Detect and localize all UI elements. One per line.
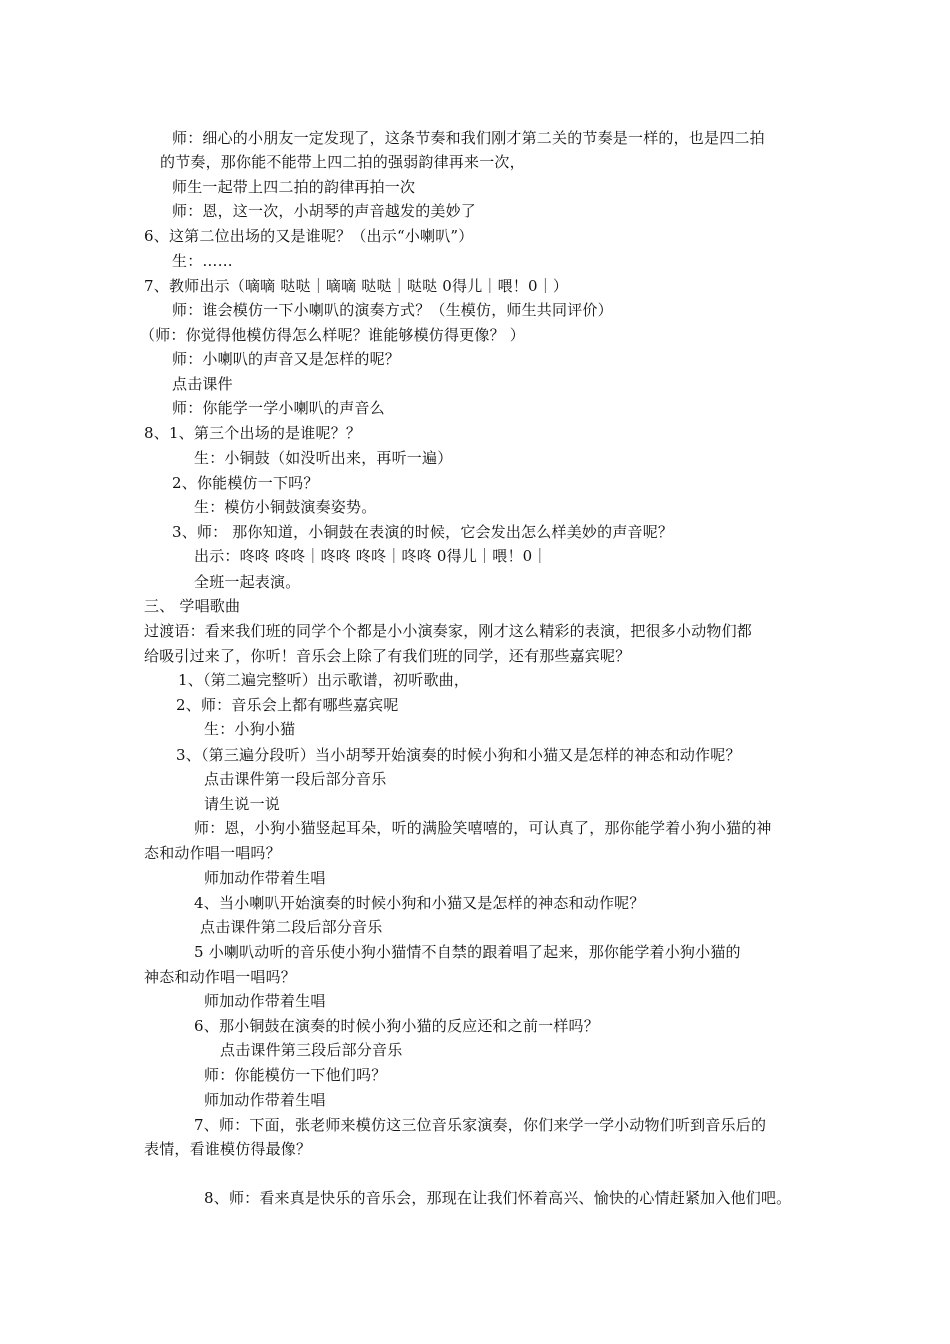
text-line: （师：你觉得他模仿得怎么样呢？谁能够模仿得更像？ ）	[140, 326, 525, 344]
text-line: 师：恩，这一次，小胡琴的声音越发的美妙了	[172, 202, 477, 220]
text-line: 7、教师出示（嘀嘀 哒哒｜嘀嘀 哒哒｜哒哒 0得儿｜喂！0｜）	[144, 277, 569, 295]
text-line: 3、师： 那你知道，小铜鼓在表演的时候，它会发出怎么样美妙的声音呢？	[172, 523, 674, 541]
section-heading: 三、 学唱歌曲	[144, 597, 241, 615]
text-line: 点击课件	[172, 375, 233, 393]
text-line: 过渡语：看来我们班的同学个个都是小小演奏家，刚才这么精彩的表演，把很多小动物们都	[144, 622, 753, 640]
text-line: 表情，看谁模仿得最像？	[144, 1140, 312, 1158]
text-line: 4、当小喇叭开始演奏的时候小狗和小猫又是怎样的神态和动作呢？	[194, 894, 645, 912]
text-line: 给吸引过来了，你听！音乐会上除了有我们班的同学，还有那些嘉宾呢？	[144, 647, 631, 665]
text-line: 点击课件第三段后部分音乐	[220, 1041, 403, 1059]
text-line: 点击课件第二段后部分音乐	[200, 918, 383, 936]
text-line: 7、师：下面，张老师来模仿这三位音乐家演奏，你们来学一学小动物们听到音乐后的	[194, 1116, 767, 1134]
text-line: 出示：咚咚 咚咚｜咚咚 咚咚｜咚咚 0得儿｜喂！0｜	[194, 547, 548, 565]
text-line: 2、你能模仿一下吗？	[172, 474, 319, 492]
text-line: 生：小铜鼓（如没听出来，再听一遍）	[194, 449, 453, 467]
text-line: 师：谁会模仿一下小喇叭的演奏方式？（生模仿，师生共同评价）	[172, 301, 613, 319]
text-line: 师：你能学一学小喇叭的声音么	[172, 399, 385, 417]
text-line: 6、那小铜鼓在演奏的时候小狗小猫的反应还和之前一样吗？	[194, 1017, 599, 1035]
text-line: 师加动作带着生唱	[204, 1091, 326, 1109]
text-line: 态和动作唱一唱吗？	[144, 844, 281, 862]
text-line: 点击课件第一段后部分音乐	[204, 770, 387, 788]
text-line: 请生说一说	[204, 795, 281, 813]
text-line: 生：小狗小猫	[204, 720, 296, 738]
text-line: 全班一起表演。	[194, 573, 301, 591]
text-line: 神态和动作唱一唱吗？	[144, 968, 297, 986]
text-line: 师：细心的小朋友一定发现了，这条节奏和我们刚才第二关的节奏是一样的，也是四二拍	[172, 129, 765, 147]
text-line: 1、（第二遍完整听）出示歌谱，初听歌曲，	[178, 671, 470, 689]
text-line: 的节奏，那你能不能带上四二拍的强弱韵律再来一次，	[160, 153, 525, 171]
text-line: 师加动作带着生唱	[204, 869, 326, 887]
text-line: 8、师：看来真是快乐的音乐会，那现在让我们怀着高兴、愉快的心情赶紧加入他们吧。	[204, 1189, 792, 1207]
text-line: 5 小喇叭动听的音乐使小狗小猫情不自禁的跟着唱了起来，那你能学着小狗小猫的	[194, 943, 741, 961]
text-line: 2、师：音乐会上都有哪些嘉宾呢	[176, 696, 399, 714]
text-line: 师：你能模仿一下他们吗？	[204, 1066, 387, 1084]
text-line: 师生一起带上四二拍的韵律再拍一次	[172, 178, 416, 196]
text-line: 6、这第二位出场的又是谁呢？（出示“小喇叭”）	[144, 227, 474, 245]
text-line: 师加动作带着生唱	[204, 992, 326, 1010]
text-line: 师：小喇叭的声音又是怎样的呢？	[172, 350, 401, 368]
text-line: 生：……	[172, 252, 233, 270]
text-line: 生：模仿小铜鼓演奏姿势。	[194, 498, 377, 516]
text-line: 3、（第三遍分段听）当小胡琴开始演奏的时候小狗和小猫又是怎样的神态和动作呢？	[176, 746, 741, 764]
text-line: 师：恩，小狗小猫竖起耳朵，听的满脸笑嘻嘻的，可认真了，那你能学着小狗小猫的神	[194, 819, 772, 837]
text-line: 8、1、第三个出场的是谁呢？？	[144, 424, 362, 442]
